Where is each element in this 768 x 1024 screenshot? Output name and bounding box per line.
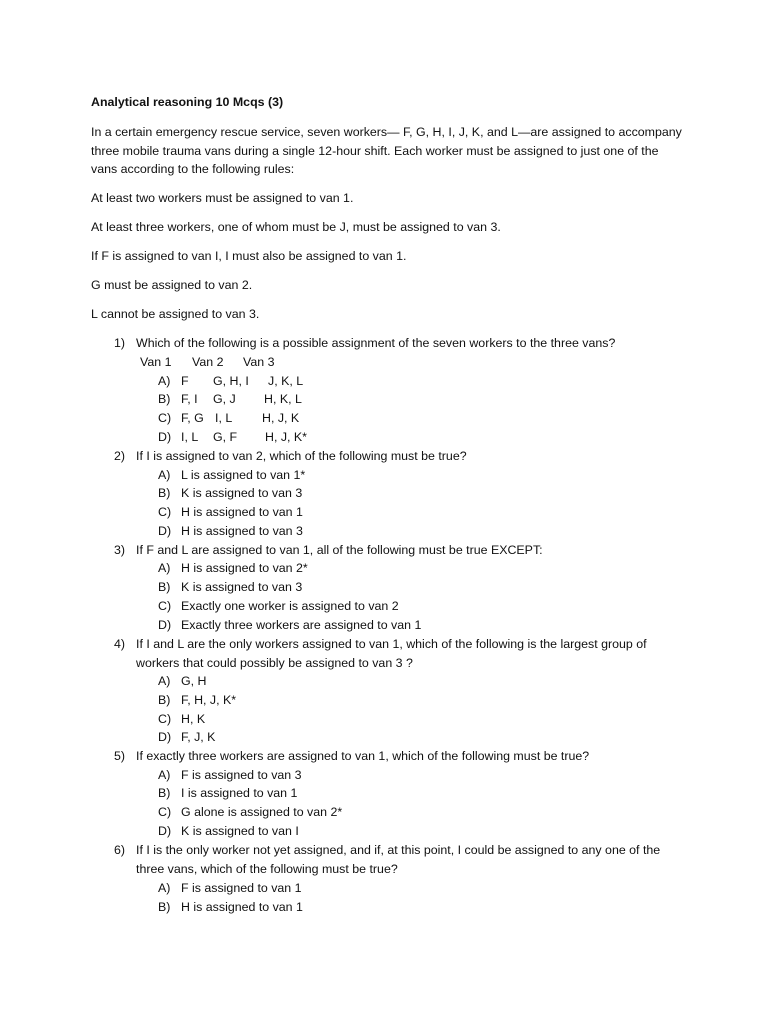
option-van2: G, J: [213, 392, 236, 406]
option-text: G alone is assigned to van 2*: [181, 805, 343, 819]
question-text: If I is assigned to van 2, which of the following must be true?: [136, 449, 467, 463]
option-van1: F, I: [181, 392, 198, 406]
option-text: K is assigned to van 3: [181, 580, 303, 594]
option-van2: G, H, I: [213, 374, 249, 388]
option-van2: I, L: [215, 411, 233, 425]
question-text: If F and L are assigned to van 1, all of the following must be true EXCEPT:: [136, 543, 543, 557]
option-text: F is assigned to van 1: [181, 881, 302, 895]
question-text: three vans, which of the following must be true?: [136, 862, 398, 876]
option-letter: D): [158, 524, 172, 538]
option-letter: A): [158, 768, 171, 782]
option-letter: B): [158, 486, 171, 500]
option-text: F, J, K: [181, 730, 216, 744]
option-letter: A): [158, 674, 171, 688]
question-text: workers that could possibly be assigned to van 3 ?: [136, 656, 413, 670]
option-letter: C): [158, 411, 172, 425]
option-letter: B): [158, 392, 171, 406]
option-letter: D): [158, 618, 172, 632]
option-van3: H, J, K: [262, 411, 300, 425]
intro-line: vans according to the following rules:: [91, 162, 295, 176]
question-number: 2): [114, 449, 126, 463]
option-text: F, H, J, K*: [181, 693, 237, 707]
option-van2: G, F: [213, 430, 238, 444]
column-header-van3: Van 3: [243, 355, 275, 369]
option-text: H is assigned to van 3: [181, 524, 303, 538]
question-text: If exactly three workers are assigned to van 1, which of the following must be true?: [136, 749, 590, 763]
option-letter: A): [158, 881, 171, 895]
rule-line: At least two workers must be assigned to van 1.: [91, 191, 354, 205]
option-van3: H, J, K*: [265, 430, 307, 444]
question-number: 4): [114, 637, 126, 651]
option-letter: A): [158, 374, 171, 388]
option-text: H is assigned to van 1: [181, 900, 303, 914]
option-text: F is assigned to van 3: [181, 768, 302, 782]
option-letter: C): [158, 505, 172, 519]
option-letter: D): [158, 824, 172, 838]
option-letter: B): [158, 580, 171, 594]
option-letter: D): [158, 430, 172, 444]
question-text: If I is the only worker not yet assigned, and if, at this point, I could be assigned to any one of the: [136, 843, 661, 857]
column-header-van1: Van 1: [140, 355, 172, 369]
option-letter: B): [158, 693, 171, 707]
intro-line: three mobile trauma vans during a single 12-hour shift. Each worker must be assigned to just one of the: [91, 144, 659, 158]
page-title: Analytical reasoning 10 Mcqs (3): [91, 95, 284, 109]
question-text: Which of the following is a possible assignment of the seven workers to the three vans?: [136, 336, 616, 350]
option-letter: B): [158, 900, 171, 914]
option-van1: F: [181, 374, 189, 388]
option-van3: J, K, L: [268, 374, 304, 388]
option-text: H is assigned to van 1: [181, 505, 303, 519]
question-number: 5): [114, 749, 126, 763]
option-text: L is assigned to van 1*: [181, 468, 306, 482]
option-text: G, H: [181, 674, 207, 688]
rule-line: If F is assigned to van I, I must also be assigned to van 1.: [91, 249, 407, 263]
option-van3: H, K, L: [264, 392, 302, 406]
intro-line: In a certain emergency rescue service, seven workers— F, G, H, I, J, K, and L—are assigned to accompany: [91, 125, 682, 139]
option-van1: F, G: [181, 411, 204, 425]
option-text: Exactly one worker is assigned to van 2: [181, 599, 399, 613]
option-text: Exactly three workers are assigned to van 1: [181, 618, 422, 632]
option-letter: C): [158, 712, 172, 726]
option-text: H, K: [181, 712, 206, 726]
column-header-van2: Van 2: [192, 355, 224, 369]
question-number: 3): [114, 543, 126, 557]
rule-line: L cannot be assigned to van 3.: [91, 307, 260, 321]
question-number: 6): [114, 843, 126, 857]
option-van1: I, L: [181, 430, 199, 444]
rule-line: At least three workers, one of whom must be J, must be assigned to van 3.: [91, 220, 501, 234]
option-letter: B): [158, 786, 171, 800]
question-number: 1): [114, 336, 126, 350]
rule-line: G must be assigned to van 2.: [91, 278, 253, 292]
option-text: K is assigned to van I: [181, 824, 299, 838]
option-text: I is assigned to van 1: [181, 786, 298, 800]
option-letter: A): [158, 468, 171, 482]
option-letter: D): [158, 730, 172, 744]
option-text: H is assigned to van 2*: [181, 561, 308, 575]
option-text: K is assigned to van 3: [181, 486, 303, 500]
question-text: If I and L are the only workers assigned to van 1, which of the following is the largest group of: [136, 637, 647, 651]
option-letter: C): [158, 805, 172, 819]
option-letter: A): [158, 561, 171, 575]
option-letter: C): [158, 599, 172, 613]
